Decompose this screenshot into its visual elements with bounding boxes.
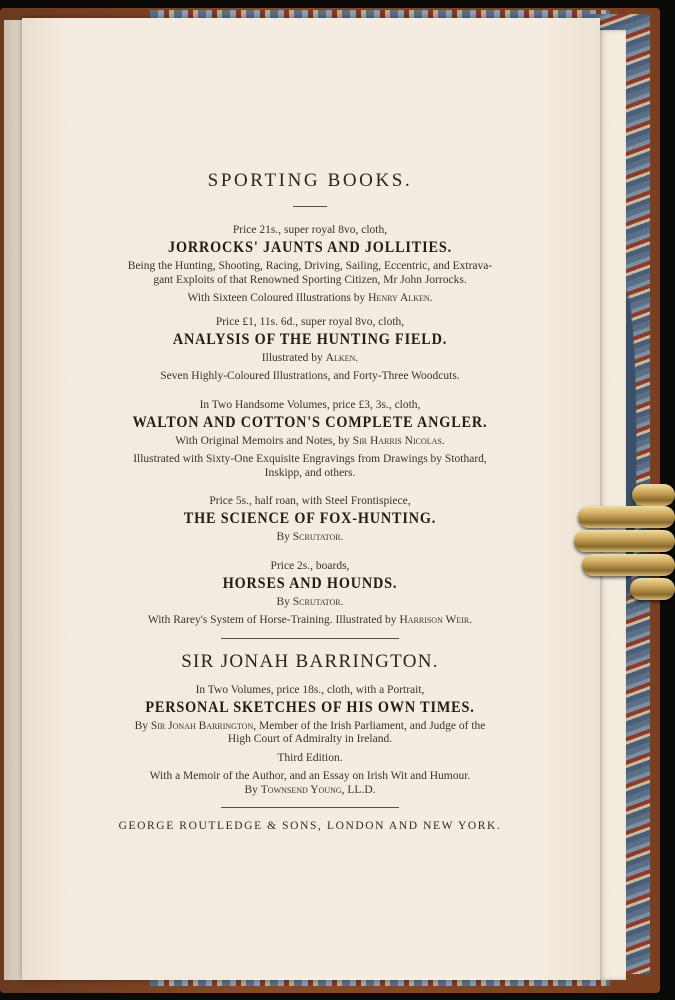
book-title: ANALYSIS OF THE HUNTING FIELD.	[172, 330, 448, 348]
publisher-imprint: GEORGE ROUTLEDGE & SONS, LONDON AND NEW YORK.	[118, 820, 502, 832]
book-entry-complete-angler	[40, 398, 580, 481]
book-author: By Scrutator.	[276, 595, 344, 608]
book-price: In Two Volumes, price 18s., cloth, with a Portrait,	[195, 683, 425, 696]
book-author: By Sir Jonah Barrington, Member of the Irish Parliament, and Judge of the	[134, 719, 486, 732]
book-memoir: With Original Memoirs and Notes, by Sir Harris Nicolas.	[175, 434, 445, 447]
book-description: Being the Hunting, Shooting, Racing, Driving, Sailing, Eccentric, and Extrava-	[127, 260, 493, 272]
book-author: By Scrutator.	[276, 531, 344, 543]
book-price: Price 5s., half roan, with Steel Frontispiece,	[209, 495, 411, 507]
publisher-rule	[221, 807, 399, 808]
book-entry-hunting-field	[40, 315, 580, 384]
book-price: Price 21s., super royal 8vo, cloth,	[232, 224, 388, 236]
book-title: PERSONAL SKETCHES OF HIS OWN TIMES.	[145, 698, 475, 716]
brass-clasp-icon	[572, 484, 675, 604]
book-description: Illustrated with Sixty-One Exquisite Engravings from Drawings by Stothard,	[133, 453, 487, 465]
book-title: THE SCIENCE OF FOX-HUNTING.	[183, 510, 437, 527]
book-illustrations: With Sixteen Coloured Illustrations by Henry Alken.	[187, 292, 433, 304]
page-heading: SPORTING BOOKS.	[207, 170, 413, 191]
book-description: gant Exploits of that Renowned Sporting Citizen, Mr John Jorrocks.	[153, 273, 467, 286]
book-edition: Third Edition.	[277, 751, 343, 764]
heading-rule	[293, 206, 327, 207]
book-title: JORROCKS' JAUNTS AND JOLLITIES.	[168, 239, 452, 256]
book-price: Price 2s., boards,	[270, 559, 350, 572]
book-illustrator: Illustrated by Alken.	[261, 351, 359, 364]
book-title: HORSES AND HOUNDS.	[222, 574, 398, 592]
book-extra: With Rarey's System of Horse-Training. Illustrated by Harrison Weir.	[147, 614, 473, 626]
book-memoir: With a Memoir of the Author, and an Essay on Irish Wit and Humour.	[149, 770, 471, 782]
book-description: Seven Highly-Coloured Illustrations, and Forty-Three Woodcuts.	[160, 370, 460, 382]
book-entry-fox-hunting	[40, 494, 580, 545]
section-rule	[221, 638, 399, 639]
book-description: Inskipp, and others.	[264, 466, 356, 479]
book-title: WALTON AND COTTON'S COMPLETE ANGLER.	[132, 413, 488, 431]
book-price: Price £1, 11s. 6d., super royal 8vo, cloth,	[215, 315, 405, 328]
book-entry-barrington	[40, 651, 580, 798]
book-entry-horses-and-hounds	[40, 559, 580, 628]
book-author-line2: High Court of Admiralty in Ireland.	[227, 733, 393, 745]
section-heading: SIR JONAH BARRINGTON.	[181, 650, 439, 672]
book-price: In Two Handsome Volumes, price £3, 3s., cloth,	[199, 398, 421, 411]
book-entry-jorrocks	[40, 223, 580, 306]
book-memoir-author: By Townsend Young, LL.D.	[244, 783, 376, 796]
page-text	[40, 170, 580, 832]
